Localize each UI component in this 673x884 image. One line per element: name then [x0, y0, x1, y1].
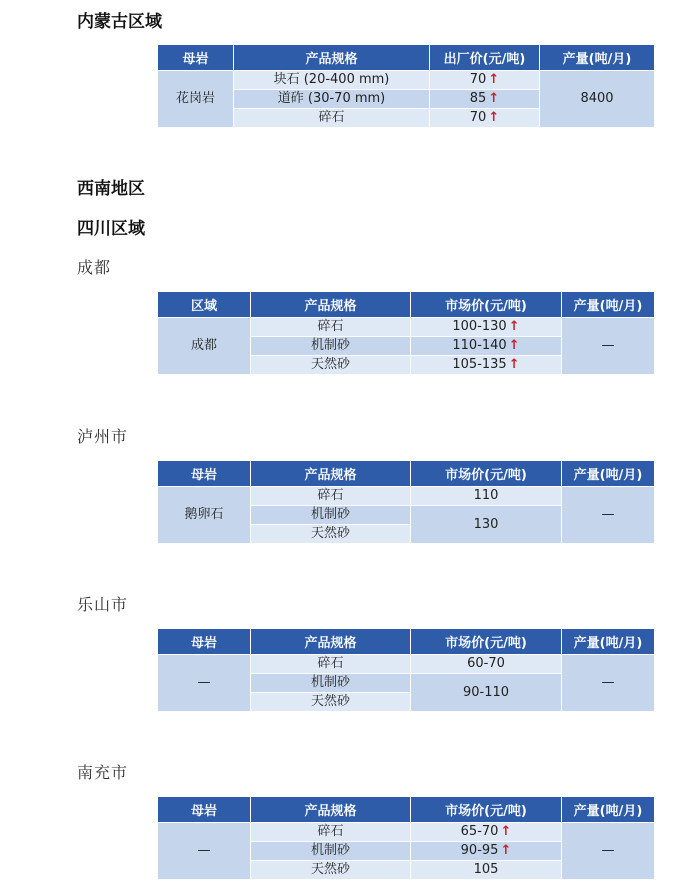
price-table-luzhou	[157, 460, 655, 544]
spec-cell: 机制砂	[251, 337, 411, 356]
col-header-output: 产量(吨/月)	[562, 629, 655, 655]
city-heading-luzhou: 泸州市	[77, 427, 129, 446]
col-header-spec: 产品规格	[234, 45, 430, 71]
col-header-rock: 母岩	[158, 629, 251, 655]
col-header-rock: 母岩	[158, 45, 234, 71]
spec-cell: 天然砂	[251, 356, 411, 375]
up-arrow-icon: ↑	[508, 338, 520, 353]
up-arrow-icon: ↑	[508, 357, 520, 372]
spec-cell: 天然砂	[251, 861, 411, 880]
spec-cell: 天然砂	[251, 693, 411, 712]
table-row	[158, 71, 655, 90]
price-cell	[430, 109, 540, 128]
col-header-price: 市场价(元/吨)	[411, 461, 562, 487]
up-arrow-icon: ↑	[488, 91, 500, 106]
table-header-row	[158, 797, 655, 823]
city-heading-chengdu: 成都	[77, 258, 112, 277]
table-header-row	[158, 461, 655, 487]
price-cell: 60-70	[411, 655, 562, 674]
col-header-rock: 母岩	[158, 461, 251, 487]
col-header-output: 产量(吨/月)	[540, 45, 655, 71]
spec-cell: 碎石	[234, 109, 430, 128]
table-row	[158, 655, 655, 674]
table-header-row	[158, 45, 655, 71]
price-cell: 130	[411, 506, 562, 544]
price-cell: 110	[411, 487, 562, 506]
col-header-output: 产量(吨/月)	[562, 797, 655, 823]
output-cell: —	[562, 823, 655, 880]
city-heading-leshan: 乐山市	[77, 595, 129, 614]
section-heading-inner-mongolia: 内蒙古区域	[77, 12, 162, 32]
col-header-spec: 产品规格	[251, 629, 411, 655]
price-value: 70	[469, 72, 487, 87]
up-arrow-icon: ↑	[488, 110, 500, 125]
rock-cell: —	[158, 655, 251, 712]
col-header-spec: 产品规格	[251, 461, 411, 487]
city-heading-nanchong: 南充市	[77, 763, 129, 782]
price-value: 100-130	[452, 319, 507, 334]
price-cell: 90-110	[411, 674, 562, 712]
price-table-inner-mongolia	[157, 44, 655, 128]
price-value: 105-135	[452, 357, 507, 372]
up-arrow-icon: ↑	[500, 824, 512, 839]
price-cell	[430, 71, 540, 90]
price-value: 65-70	[460, 824, 499, 839]
up-arrow-icon: ↑	[508, 319, 520, 334]
spec-cell: 碎石	[251, 655, 411, 674]
spec-cell: 机制砂	[251, 506, 411, 525]
col-header-price: 市场价(元/吨)	[411, 629, 562, 655]
output-cell: 8400	[540, 71, 655, 128]
section-heading-southwest: 西南地区	[77, 179, 145, 199]
up-arrow-icon: ↑	[500, 843, 512, 858]
price-cell	[411, 823, 562, 842]
rock-cell: 花岗岩	[158, 71, 234, 128]
rock-cell: 鹅卵石	[158, 487, 251, 544]
price-cell	[411, 842, 562, 861]
price-cell	[411, 337, 562, 356]
spec-cell: 天然砂	[251, 525, 411, 544]
col-header-price: 市场价(元/吨)	[411, 797, 562, 823]
spec-cell: 机制砂	[251, 842, 411, 861]
output-cell: —	[562, 487, 655, 544]
price-cell: 105	[411, 861, 562, 880]
table-row	[158, 487, 655, 506]
price-value: 110-140	[452, 338, 507, 353]
col-header-output: 产量(吨/月)	[562, 292, 655, 318]
spec-cell: 碎石	[251, 318, 411, 337]
price-table-leshan	[157, 628, 655, 712]
price-table-chengdu	[157, 291, 655, 375]
output-cell: —	[562, 655, 655, 712]
col-header-price: 出厂价(元/吨)	[430, 45, 540, 71]
col-header-spec: 产品规格	[251, 292, 411, 318]
price-cell	[411, 356, 562, 375]
table-header-row	[158, 292, 655, 318]
spec-cell: 碎石	[251, 487, 411, 506]
col-header-rock: 母岩	[158, 797, 251, 823]
spec-cell: 道砟 (30-70 mm)	[234, 90, 430, 109]
price-table-nanchong	[157, 796, 655, 880]
price-value: 85	[469, 91, 487, 106]
spec-cell: 块石 (20-400 mm)	[234, 71, 430, 90]
up-arrow-icon: ↑	[488, 72, 500, 87]
col-header-spec: 产品规格	[251, 797, 411, 823]
col-header-output: 产量(吨/月)	[562, 461, 655, 487]
section-heading-sichuan: 四川区域	[77, 219, 145, 239]
price-value: 70	[469, 110, 487, 125]
price-cell	[411, 318, 562, 337]
rock-cell: —	[158, 823, 251, 880]
price-value: 90-95	[460, 843, 499, 858]
region-cell: 成都	[158, 318, 251, 375]
output-cell: —	[562, 318, 655, 375]
col-header-price: 市场价(元/吨)	[411, 292, 562, 318]
price-cell	[430, 90, 540, 109]
table-row	[158, 318, 655, 337]
table-header-row	[158, 629, 655, 655]
spec-cell: 碎石	[251, 823, 411, 842]
col-header-region: 区域	[158, 292, 251, 318]
table-row	[158, 823, 655, 842]
spec-cell: 机制砂	[251, 674, 411, 693]
